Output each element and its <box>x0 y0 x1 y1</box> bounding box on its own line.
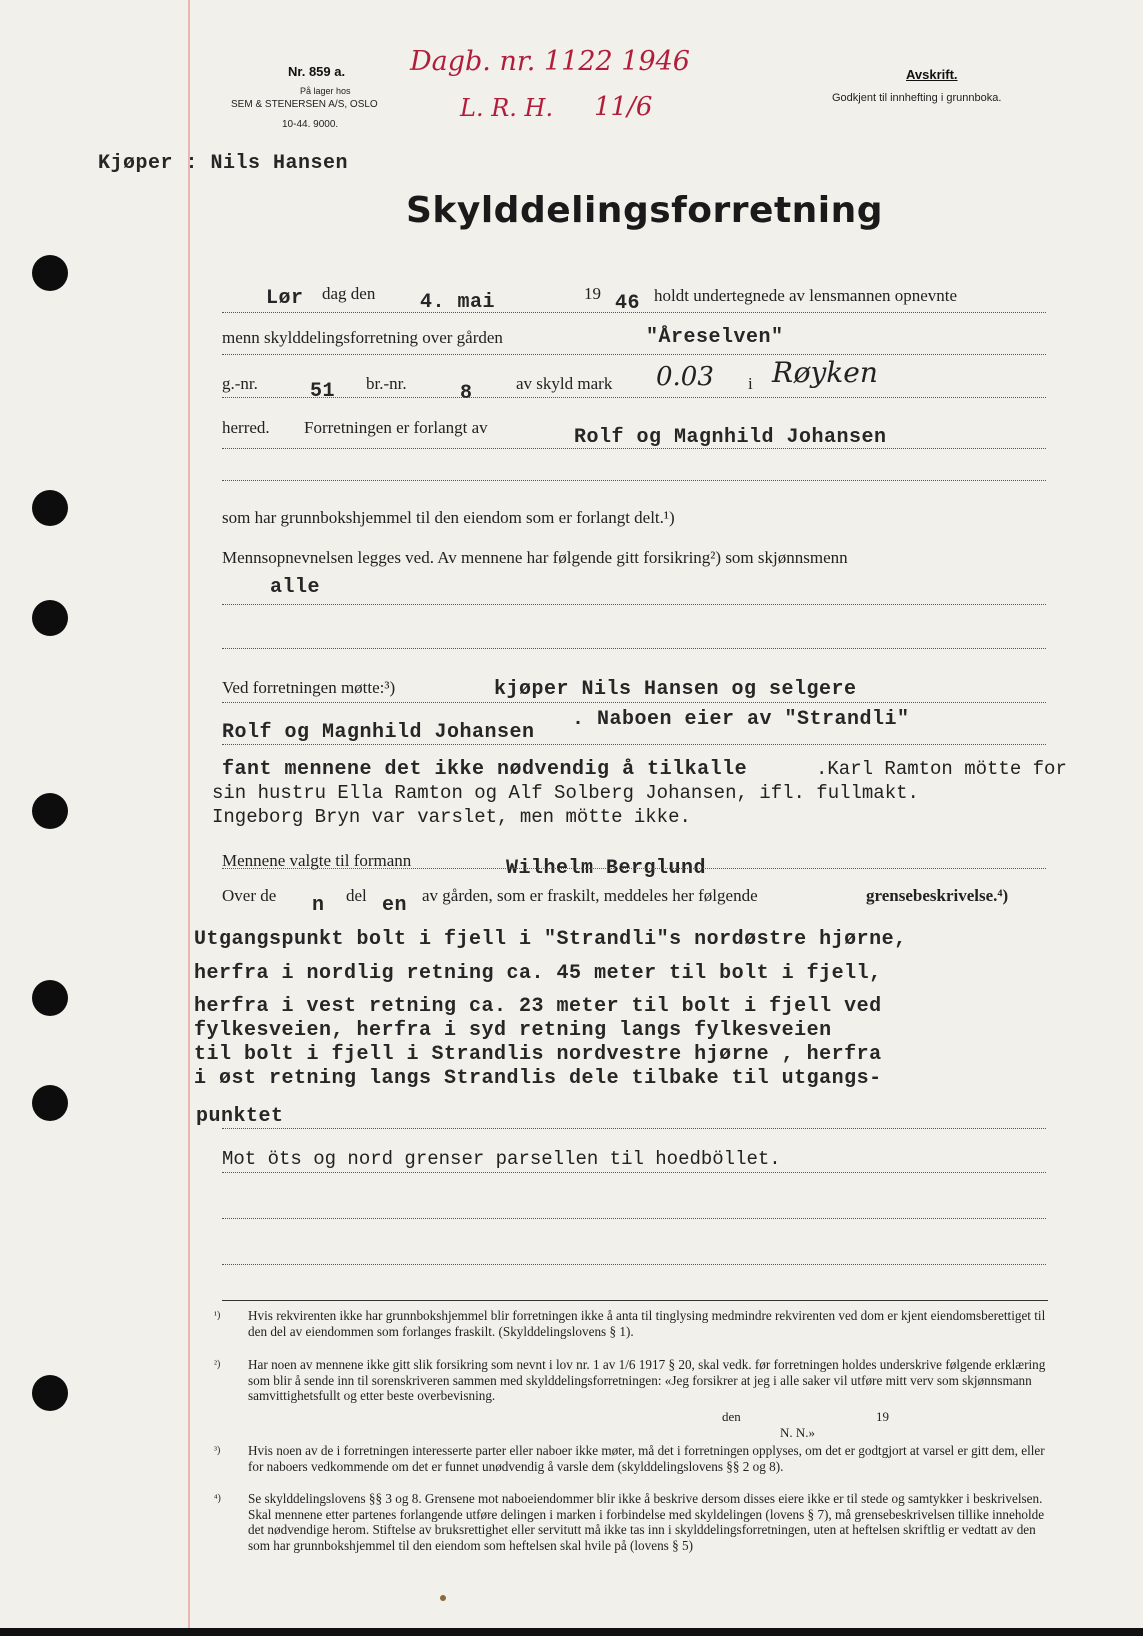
over-n-typed: n <box>312 894 325 917</box>
year-suffix: 46 <box>615 292 641 315</box>
grunnbok-line: som har grunnbokshjemmel til den eiendom som er forlangt delt.¹) <box>222 508 675 527</box>
weekday-typed: Lør <box>266 287 304 310</box>
footnote-text: Har noen av mennene ikke gitt slik forsikring som nevnt i lov nr. 1 av 1/6 1917 § 20, skal vedk. før forretningen holdes underskrive følgende erklæring som blir å sende inn til sorenskriveren sammen med skylddelingsforretningen: «Jeg forsikrer at jeg i alle saker vil utføre mitt verv som skjønnsmann samvittighetsfullt og etter beste overbevisning. <box>248 1357 1046 1404</box>
attended-line-1: kjøper Nils Hansen og selgere <box>494 678 857 701</box>
attended-line-3a: fant mennene det ikke nødvendig å tilkalle <box>222 758 748 781</box>
del-en-typed: en <box>382 894 408 917</box>
footnote-3 <box>214 1443 1052 1474</box>
dotted-rule <box>222 604 1046 605</box>
brnr-label: br.-nr. <box>366 374 407 393</box>
dotted-rule <box>222 312 1046 313</box>
page-title: Skylddelingsforretning <box>406 190 884 231</box>
farm-label: menn skylddelingsforretning over gården <box>222 328 503 347</box>
punch-hole <box>32 980 68 1016</box>
gnr-label: g.-nr. <box>222 374 258 393</box>
footnote-separator <box>222 1300 1048 1301</box>
footnote-text: Se skylddelingslovens §§ 3 og 8. Grensene mot naboeiendommer blir ikke å beskrive dersom disses eiere ikke er til stede og samtykker i beskrivelsen. Skal mennene etter partenes forlangende utføre delingen i marken i forbindelse med skyldelingen (lovens § 7), må grensebeskrivelsen tillike inneholde det nødvendige herom. Stiftelse av bruksrettighet eller servitutt må ikke tas inn i skylddelingsforretningen, uten at heftelsen skriftlig er vedtatt av den som har grunnbokshjemmel til den eiendom som heftelsen skal hvile på (lovens § 5) <box>248 1491 1045 1553</box>
footnote-number: ³) <box>214 1445 221 1456</box>
footnote-number: ⁴) <box>214 1493 221 1504</box>
over-de-label: Over de <box>222 886 277 905</box>
herred-label: herred. <box>222 418 270 437</box>
handwritten-initials: L. R. H. <box>460 94 554 122</box>
footnote-date-word: den <box>722 1409 741 1424</box>
dotted-rule <box>222 1128 1046 1129</box>
margin-line <box>188 0 190 1628</box>
gnr-value: 51 <box>310 380 336 403</box>
publisher-line2: SEM & STENERSEN A/S, OSLO <box>231 99 378 110</box>
punch-hole <box>32 600 68 636</box>
footnote-year-word: 19 <box>876 1409 889 1424</box>
skyld-label: av skyld mark <box>516 374 613 393</box>
boundary-line: til bolt i fjell i Strandlis nordvestre hjørne , herfra <box>194 1043 882 1066</box>
meeting-date: 4. mai <box>420 291 496 314</box>
boundary-line: Utgangspunkt bolt i fjell i "Strandli"s nordøstre hjørne, <box>194 928 907 951</box>
dotted-rule <box>222 1172 1046 1173</box>
municipality: Røyken <box>772 356 878 389</box>
punch-hole <box>32 490 68 526</box>
print-code: 10-44. 9000. <box>282 119 339 130</box>
mennsopnevnelse-line: Mennsopnevnelsen legges ved. Av mennene har følgende gitt forsikring²) som skjønnsmenn <box>222 548 848 567</box>
boundary-line: i øst retning langs Strandlis dele tilbake til utgangs- <box>194 1067 882 1090</box>
punch-hole <box>32 255 68 291</box>
footnote-1 <box>214 1308 1052 1339</box>
form-number: Nr. 859 a. <box>288 64 346 79</box>
boundary-line: herfra i nordlig retning ca. 45 meter til bolt i fjell, <box>194 962 882 985</box>
year-prefix: 19 <box>584 284 601 303</box>
attended-line-2b: . Naboen eier av "Strandli" <box>572 708 910 731</box>
footnote-signature: N. N.» <box>780 1425 816 1440</box>
requested-by: Rolf og Magnhild Johansen <box>574 426 887 449</box>
buyer-line: Kjøper : Nils Hansen <box>98 152 349 175</box>
neighbors-line: Mot öts og nord grenser parsellen til hoedböllet. <box>222 1148 781 1170</box>
chair-label: Mennene valgte til formann <box>222 851 412 870</box>
farm-name: "Åreselven" <box>646 326 784 349</box>
punch-hole <box>32 1085 68 1121</box>
footnote-text: Hvis rekvirenten ikke har grunnbokshjemmel blir forretningen ikke å anta til tinglysing medmindre rekvirenten ved dom er kjent eiendomsberettiget til den del av eiendommen som forlanges fraskilt. (Skylddelingslovens § 1). <box>248 1308 1046 1339</box>
in-label: i <box>748 374 753 393</box>
dotted-rule <box>222 354 1046 355</box>
boundary-intro-bold: grensebeskrivelse.⁴) <box>866 886 1009 905</box>
dotted-rule <box>222 397 1046 398</box>
publisher-line1: På lager hos <box>300 86 351 96</box>
brnr-value: 8 <box>460 382 473 405</box>
footnote-number: ¹) <box>214 1310 221 1321</box>
handwritten-journal-ref: Dagb. nr. 1122 1946 <box>410 46 690 77</box>
boundary-intro: av gården, som er fraskilt, meddeles her følgende <box>422 886 758 905</box>
boundary-line: herfra i vest retning ca. 23 meter til bolt i fjell ved <box>194 995 882 1018</box>
attended-line-3b: .Karl Ramton mötte for <box>816 758 1067 780</box>
footnote-2 <box>214 1357 1052 1404</box>
dotted-rule <box>222 648 1046 649</box>
dotted-rule <box>222 448 1046 449</box>
attended-line-5: Ingeborg Bryn var varslet, men mötte ikke. <box>212 806 691 828</box>
ink-spot <box>440 1595 446 1601</box>
footnote-text: Hvis noen av de i forretningen interesserte parter eller naboer ikke møter, må det i forretningen opplyses, om det er godtgjort at varsel er gitt dem, eller for naboers vedkommende om det er funnet unødvendig å varsle dem (skylddelingslovens §§ 2 og 8). <box>248 1443 1045 1474</box>
footnote-number: ²) <box>214 1359 221 1370</box>
footnote-4 <box>214 1491 1052 1553</box>
stamp-text: Godkjent til innhefting i grunnboka. <box>832 92 1002 104</box>
attended-label: Ved forretningen møtte:³) <box>222 678 396 697</box>
boundary-line: fylkesveien, herfra i syd retning langs fylkesveien <box>194 1019 832 1042</box>
dotted-rule <box>222 868 1046 869</box>
del-label: del <box>346 886 367 905</box>
punch-hole <box>32 1375 68 1411</box>
dotted-rule <box>222 1264 1046 1265</box>
skyld-value: 0.03 <box>656 362 714 392</box>
attended-line-4: sin hustru Ella Ramton og Alf Solberg Johansen, ifl. fullmakt. <box>212 782 919 804</box>
attended-line-2a: Rolf og Magnhild Johansen <box>222 721 535 744</box>
requested-label: Forretningen er forlangt av <box>304 418 488 437</box>
dotted-rule <box>222 480 1046 481</box>
dotted-rule <box>222 744 1046 745</box>
stamp-label: Avskrift. <box>906 67 958 82</box>
dotted-rule <box>222 702 1046 703</box>
dotted-rule <box>222 1218 1046 1219</box>
meeting-text: holdt undertegnede av lensmannen opnevnte <box>654 286 958 305</box>
chair-value: Wilhelm Berglund <box>506 857 707 880</box>
handwritten-date: 11/6 <box>594 92 653 122</box>
boundary-line: punktet <box>196 1105 284 1128</box>
skjonnsmenn-value: alle <box>270 576 321 599</box>
punch-hole <box>32 793 68 829</box>
weekday-label: dag den <box>322 284 376 303</box>
